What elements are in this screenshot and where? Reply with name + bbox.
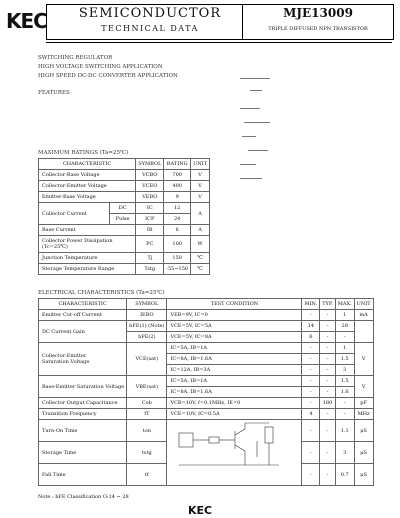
cell-min: 6 — [302, 332, 320, 343]
cell-max: 28 — [335, 321, 354, 332]
cell-sym: IC — [136, 203, 164, 214]
cell-unit: V — [354, 376, 373, 398]
features-heading: FEATURES — [38, 90, 70, 96]
cell-unit: V — [191, 192, 210, 203]
cell-sym: tstg — [127, 442, 167, 464]
cell-unit: V — [354, 343, 373, 376]
cell-char: Collector-Base Voltage — [39, 170, 136, 181]
cell-typ: - — [320, 354, 336, 365]
cell-sym: Tstg — [136, 264, 164, 275]
cell-unit: μS — [354, 464, 373, 486]
cell-unit: W — [191, 236, 210, 253]
cell-sym: VBE(sat) — [127, 376, 167, 398]
part-number: MJE13009 — [283, 6, 353, 20]
cell-min: - — [302, 442, 320, 464]
semiconductor-title: SEMICONDUCTOR — [78, 6, 222, 21]
table-row — [39, 343, 374, 354]
cell-typ: - — [320, 365, 336, 376]
cell-unit: V — [191, 170, 210, 181]
cell-unit: A — [191, 225, 210, 236]
cell-typ: - — [320, 464, 336, 486]
cell-max: - — [335, 409, 354, 420]
max-ratings-title: MAXIMUM RATINGS (Ta=25℃) — [38, 150, 129, 156]
cell-unit — [354, 321, 373, 343]
cell-char: Collector Power Dissipation (Tc=25℃) — [39, 236, 136, 253]
table-row — [39, 376, 374, 387]
cell-typ: 180 — [320, 398, 336, 409]
cell-cond: IC=12A, IB=3A — [167, 365, 302, 376]
cell-sym: hFE(1) (Note) — [127, 321, 167, 332]
header-max: MAX. — [335, 299, 354, 310]
cell-char: Collector-Emitter Saturation Voltage — [39, 343, 127, 376]
cell-rating: -55~150 — [164, 264, 191, 275]
package-outline — [240, 60, 390, 190]
cell-min: - — [302, 365, 320, 376]
cell-cond: IC=5A, IB=1A — [167, 343, 302, 354]
table-row — [39, 181, 210, 192]
cell-cond: IC=8A, IB=1.6A — [167, 354, 302, 365]
header-test-condition: TEST CONDITION — [167, 299, 302, 310]
cell-unit: mA — [354, 310, 373, 321]
header-typ: TYP. — [320, 299, 336, 310]
feature-line-2: HIGH VOLTAGE SWITCHING APPLICATION — [38, 64, 163, 70]
cell-min: - — [302, 354, 320, 365]
cell-min: - — [302, 376, 320, 387]
feature-line-3: HIGH SPEED DC-DC CONVERTER APPLICATION — [38, 73, 178, 79]
cell-rating: 6 — [164, 225, 191, 236]
cell-min: 4 — [302, 409, 320, 420]
cell-char: Storage Temperature Range — [39, 264, 136, 275]
table-header-row — [39, 159, 210, 170]
cell-cond: IC=5A, IB=1A — [167, 376, 302, 387]
cell-rating: 150 — [164, 253, 191, 264]
cell-sym: VEBO — [136, 192, 164, 203]
cell-char: Emitter Cut-off Current — [39, 310, 127, 321]
cell-typ: - — [320, 332, 336, 343]
header-characteristic: CHARACTERISTIC — [39, 299, 127, 310]
table-row — [39, 321, 374, 332]
cell-max: - — [335, 332, 354, 343]
cell-typ: - — [320, 376, 336, 387]
table-row — [39, 310, 374, 321]
cell-max: 1.5 — [335, 354, 354, 365]
cell-rating: 12 — [164, 203, 191, 214]
cell-unit: V — [191, 181, 210, 192]
cell-sym: fT — [127, 409, 167, 420]
table-row — [39, 203, 210, 214]
cell-min: - — [302, 343, 320, 354]
cell-cond: VEB=9V, IC=0 — [167, 310, 302, 321]
table-row — [39, 253, 210, 264]
cell-max: 0.7 — [335, 464, 354, 486]
cell-sym: IEBO — [127, 310, 167, 321]
cell-sym: VCE(sat) — [127, 343, 167, 376]
cell-sym: ton — [127, 420, 167, 442]
cell-sym: tf — [127, 464, 167, 486]
cell-max: 1 — [335, 343, 354, 354]
cell-max: 1.5 — [335, 376, 354, 387]
cell-typ: - — [320, 343, 336, 354]
cell-typ: - — [320, 321, 336, 332]
cell-max: 1 — [335, 310, 354, 321]
header-rating: RATING — [164, 159, 191, 170]
cell-unit: ℃ — [191, 253, 210, 264]
header-unit: UNIT — [354, 299, 373, 310]
cell-rating: 24 — [164, 214, 191, 225]
header-symbol: SYMBOL — [127, 299, 167, 310]
cell-char: Transition Frequency — [39, 409, 127, 420]
cell-rating: 9 — [164, 192, 191, 203]
header-unit: UNIT — [191, 159, 210, 170]
table-row — [39, 192, 210, 203]
table-row — [39, 236, 210, 253]
cell-unit: μS — [354, 442, 373, 464]
cell-unit: μS — [354, 420, 373, 442]
cell-sym: IB — [136, 225, 164, 236]
cell-unit: A — [191, 203, 210, 225]
table-row — [39, 420, 374, 442]
cell-char: Emitter-Base Voltage — [39, 192, 136, 203]
table-row — [39, 409, 374, 420]
table-row — [39, 170, 210, 181]
feature-line-1: SWITCHING REGULATOR — [38, 55, 113, 61]
elec-title: ELECTRICAL CHARACTERISTICS (Ta=25℃) — [38, 290, 165, 296]
header-divider — [242, 4, 243, 40]
test-circuit-diagram — [169, 421, 299, 483]
cell-char: Fall Time — [39, 464, 127, 486]
cell-unit: pF — [354, 398, 373, 409]
hfe-note: Note : hFE Classification O:14 ~ 28 — [38, 494, 129, 500]
cell-rating: 700 — [164, 170, 191, 181]
cell-char: DC Current Gain — [39, 321, 127, 343]
cell-rating: 100 — [164, 236, 191, 253]
cell-char: Turn-On Time — [39, 420, 127, 442]
cell-sub: DC — [110, 203, 136, 214]
cell-typ: - — [320, 310, 336, 321]
cell-char: Base-Emitter Saturation Voltage — [39, 376, 127, 398]
cell-unit: MHz — [354, 409, 373, 420]
cell-min: 14 — [302, 321, 320, 332]
cell-max: 3 — [335, 365, 354, 376]
switching-test-circuit — [167, 420, 302, 486]
cell-sym: ICP — [136, 214, 164, 225]
header-characteristic: CHARACTERISTIC — [39, 159, 136, 170]
cell-max: 3 — [335, 442, 354, 464]
cell-max: 1.6 — [335, 387, 354, 398]
cell-cond: VCE=5V, IC=8A — [167, 332, 302, 343]
cell-min: - — [302, 387, 320, 398]
cell-min: - — [302, 398, 320, 409]
cell-sym: hFE(2) — [127, 332, 167, 343]
cell-min: - — [302, 464, 320, 486]
cell-sym: PC — [136, 236, 164, 253]
cell-typ: - — [320, 409, 336, 420]
technical-data-title: TECHNICAL DATA — [101, 24, 199, 33]
footer-logo: KEC — [187, 504, 213, 517]
cell-max: - — [335, 398, 354, 409]
cell-typ: - — [320, 420, 336, 442]
cell-cond: VCB=10V, f=0.1MHz, IE=0 — [167, 398, 302, 409]
cell-rating: 400 — [164, 181, 191, 192]
table-row — [39, 264, 210, 275]
electrical-table — [38, 298, 374, 486]
table-header-row — [39, 299, 374, 310]
cell-cond: VCE=10V, IC=0.5A — [167, 409, 302, 420]
cell-char: Collector Output Capacitance — [39, 398, 127, 409]
cell-min: - — [302, 420, 320, 442]
cell-char: Base Current — [39, 225, 136, 236]
cell-sym: VCEO — [136, 181, 164, 192]
cell-char: Junction Temperature — [39, 253, 136, 264]
cell-unit: ℃ — [191, 264, 210, 275]
kec-logo: KEC — [6, 9, 47, 33]
cell-sub: Pulse — [110, 214, 136, 225]
table-row — [39, 398, 374, 409]
cell-sym: Cob — [127, 398, 167, 409]
header-min: MIN. — [302, 299, 320, 310]
cell-sym: Tj — [136, 253, 164, 264]
cell-typ: - — [320, 442, 336, 464]
cell-typ: - — [320, 387, 336, 398]
header-symbol: SYMBOL — [136, 159, 164, 170]
part-subtitle: TRIPLE DIFFUSED NPN TRANSISTOR — [268, 26, 368, 32]
header-rule — [46, 42, 392, 43]
cell-sym: VCBO — [136, 170, 164, 181]
table-row — [39, 225, 210, 236]
cell-min: - — [302, 310, 320, 321]
cell-char: Collector-Emitter Voltage — [39, 181, 136, 192]
cell-max: 1.1 — [335, 420, 354, 442]
max-ratings-table — [38, 158, 210, 275]
cell-char: Collector Current — [39, 203, 110, 225]
cell-char: Storage Time — [39, 442, 127, 464]
cell-cond: VCE=5V, IC=5A — [167, 321, 302, 332]
cell-cond: IC=8A, IB=1.6A — [167, 387, 302, 398]
